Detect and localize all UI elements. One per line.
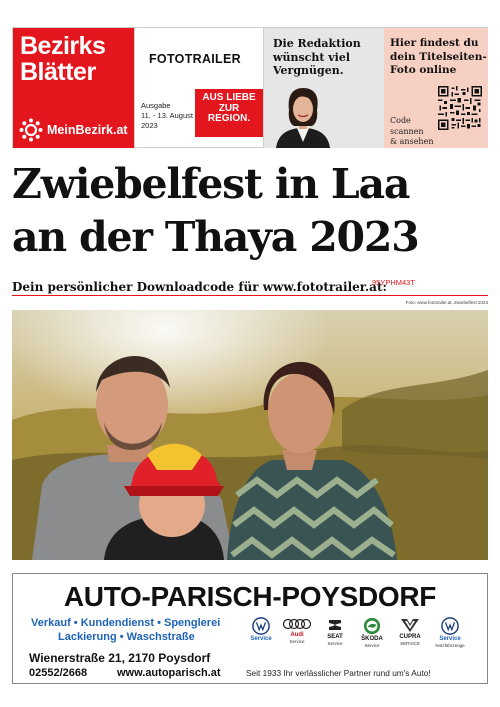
redaktion-line: wünscht viel [273,50,351,64]
brand-name: ŠKODA [361,636,383,642]
scan-line: & ansehen [390,137,434,146]
brand-name: CUPRA [399,634,421,640]
brand-sub: SERVICE [400,641,420,646]
ausgabe-year: 2023 [141,121,158,130]
brand-sub: Nutzfahrzeuge [435,643,465,648]
titelseite-box [384,28,488,148]
ad-slogan: Seit 1933 Ihr verlässlicher Partner rund um's Auto! [246,668,431,678]
editor-portrait [272,84,334,148]
logo-line1: Bezirks [20,32,106,60]
scan-line: scannen [390,126,424,136]
ausgabe-label: Ausgabe [141,101,171,110]
vw-nutzfahrzeuge-logo [433,617,467,648]
brand-name: SEAT [327,634,343,640]
brand-name: Service [250,636,272,642]
aus-liebe-badge [195,89,263,137]
brand-name: Audi [290,632,304,638]
titelseite-text [390,37,487,78]
ad-address: Wienerstraße 21, 2170 Poysdorf [29,651,211,665]
seat-service-logo [318,617,352,646]
badge-line: ZUR [218,102,240,114]
download-code-value[interactable]: 95YPHM43T [372,278,415,287]
redaktion-text [273,37,361,78]
audi-service-logo [280,617,314,644]
vw-service-logo [244,617,278,643]
fototrailer-title: FOTOTRAILER [149,52,241,66]
fototrailer-box [134,28,263,148]
ad-services-line1: Verkauf • Kundendienst • Spenglerei [31,617,221,629]
event-photo [12,310,488,560]
headline-line1: Zwiebelfest in Laa [12,160,410,208]
headline [12,158,488,264]
ausgabe-dates: 11. - 13. August [141,111,193,120]
brand-sub: Service [289,639,305,644]
ad-phone: 02552/2668 [29,667,88,679]
redaktion-line: Vergnügen. [273,64,344,77]
seat-icon [327,617,343,633]
audi-rings-icon [282,617,312,631]
headline-line2: an der Thaya 2023 [12,213,419,261]
brand-name: Service [439,636,461,642]
meinbezirk-brand [19,118,128,142]
ad-company-name: AUTO-PARISCH-POYSDORF [63,581,437,612]
qr-code-icon[interactable] [438,86,482,130]
bezirksblaetter-logo[interactable] [13,28,134,148]
titelseite-line: Foto online [390,64,457,76]
ad-website[interactable]: www.autoparisch.at [117,667,221,679]
vw-icon [252,617,270,635]
badge-line: REGION. [207,113,251,124]
ausgabe-info [141,101,193,131]
vw-icon [441,617,459,635]
auto-parisch-advertisement[interactable] [12,573,488,684]
cupra-service-logo [393,617,427,646]
logo-line2: Blätter [20,58,96,86]
badge-line: AUS LIEBE [202,92,256,103]
skoda-service-logo [355,617,389,648]
titelseite-line: dein Titelseiten- [390,50,487,63]
redaktion-line: Die Redaktion [273,37,361,50]
titelseite-line: Hier findest du [390,37,479,49]
brand-sub: Service [364,643,380,648]
cupra-icon [400,617,420,633]
redaktion-box [263,28,384,148]
photo-credit: Foto: www.fototrailer.at, Zwiebelfest 2023 [405,300,488,305]
scan-line: Code [390,116,411,125]
ad-services-line2: Lackierung • Waschstraße [58,631,195,643]
scan-instruction [390,116,433,148]
header-strip [12,27,488,148]
download-code-row [12,278,488,296]
meinbezirk-sun-icon [19,118,43,142]
brand-sub: Service [327,641,343,646]
skoda-icon [363,617,381,635]
meinbezirk-label: MeinBezirk.at [47,123,128,137]
download-code-label: Dein persönlicher Downloadcode für www.fototrailer.at: [12,280,387,294]
